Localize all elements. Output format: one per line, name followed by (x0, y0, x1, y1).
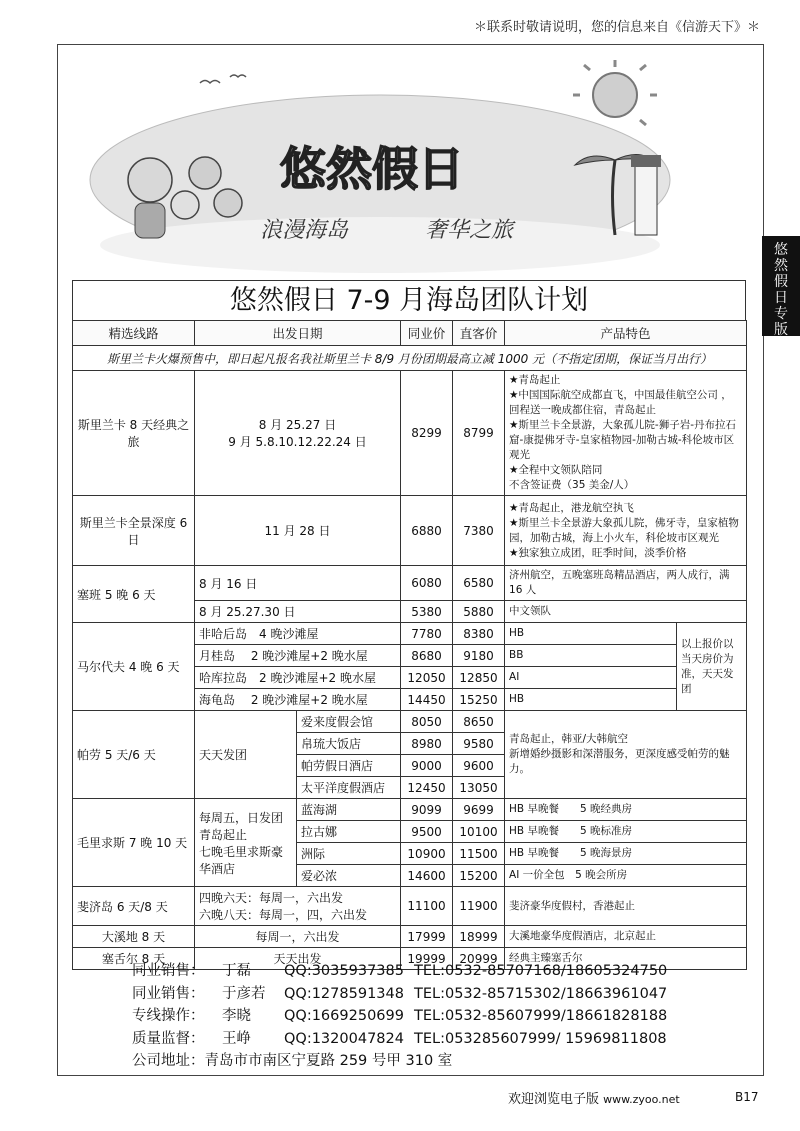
table-row (73, 926, 747, 948)
company-address: 青岛市市南区宁夏路 259 号甲 310 室 (204, 1053, 453, 1069)
date-line: 七晚毛里求斯豪华酒店 (199, 844, 284, 876)
header-trade-price: 同业价 (401, 321, 453, 346)
contact-qq: QQ:1278591348 (284, 985, 404, 1002)
retail-price: 8650 (453, 711, 505, 733)
trade-price: 8050 (401, 711, 453, 733)
feature-line: ★全程中文领队陪同 (509, 464, 603, 476)
meal-plan: HB (505, 689, 677, 711)
table-row (73, 711, 747, 733)
trade-price: 7780 (401, 623, 453, 645)
retail-price: 20999 (453, 948, 505, 970)
retail-price: 5880 (453, 601, 505, 623)
hotel-option: 非哈后岛 4 晚沙滩屋 (195, 623, 401, 645)
promo-banner: 斯里兰卡火爆预售中，即日起凡报名我社斯里兰卡 8/9 月份团期最高立减 1000 元（不指定团期，保证当月出行） (73, 346, 747, 371)
date-line: 六晚八天：每周一，四，六出发 (199, 908, 368, 922)
retail-price: 11500 (453, 843, 505, 865)
trade-price: 6080 (401, 566, 453, 601)
departure-dates (195, 887, 401, 926)
departure-dates: 11 月 28 日 (195, 496, 401, 566)
retail-price: 9699 (453, 799, 505, 821)
route-name: 帕劳 5 天/6 天 (73, 711, 195, 799)
contact-row (132, 1028, 732, 1051)
hotel-option: 爱必浓 (297, 865, 401, 887)
side-tab-char: 假 (774, 274, 788, 290)
feature-line: ★斯里兰卡全景游大象孤儿院，佛牙寺，皇家植物园，加勒古城，海上小火车，科伦坡市区观光 (509, 516, 739, 544)
side-tab-char: 版 (774, 322, 788, 338)
feature-line: ★青岛起止，港龙航空执飞 (509, 501, 634, 514)
side-tab-char: 悠 (774, 242, 788, 258)
contact-row (132, 983, 732, 1006)
contact-list (132, 960, 732, 1073)
trade-price: 8980 (401, 733, 453, 755)
meal-plan: AI (505, 667, 677, 689)
banner-slogan-left: 浪漫海岛 (260, 218, 349, 243)
contact-tel: TEL:0532-85715302/18663961047 (414, 985, 668, 1002)
route-name: 毛里求斯 7 晚 10 天 (73, 799, 195, 887)
trade-price: 12050 (401, 667, 453, 689)
route-name: 塞舌尔 8 天 (73, 948, 195, 970)
side-tab (762, 236, 800, 336)
retail-price: 15250 (453, 689, 505, 711)
hotel-option: 拉古娜 (297, 821, 401, 843)
trade-price: 9099 (401, 799, 453, 821)
table-header-row (73, 321, 747, 346)
feature-line: 不含签证费（35 美金/人） (509, 479, 635, 491)
feature-line: 中文领队 (505, 601, 747, 623)
maldives-note: 以上报价以当天房价为准，天天发团 (677, 623, 747, 711)
contact-tel: TEL:0532-85607999/18661828188 (414, 1008, 668, 1024)
side-tab-char: 然 (774, 258, 788, 274)
contact-qq: QQ:1669250699 (284, 1008, 404, 1024)
feature-line: HB 早晚餐 5 晚经典房 (505, 799, 747, 821)
contact-row (132, 1005, 732, 1028)
date-line: 9 月 5.8.10.12.22.24 日 (228, 435, 367, 449)
table-row (73, 566, 747, 601)
contact-qq: QQ:1320047824 (284, 1030, 404, 1047)
trade-price: 8680 (401, 645, 453, 667)
retail-price: 11900 (453, 887, 505, 926)
departure-date: 每周一，六出发 (195, 926, 401, 948)
table-row (73, 371, 747, 496)
trade-price: 10900 (401, 843, 453, 865)
feature-line: 济州航空，五晚塞班岛精品酒店，两人成行，满 16 人 (505, 566, 747, 601)
feature-line: HB 早晚餐 5 晚海景房 (505, 843, 747, 865)
feature-line: 大溪地豪华度假酒店，北京起止 (505, 926, 747, 948)
hotel-option: 爱来度假会馆 (297, 711, 401, 733)
route-name: 大溪地 8 天 (73, 926, 195, 948)
trade-price: 8299 (401, 371, 453, 496)
departure-date: 天天发团 (195, 711, 297, 799)
table-row (73, 887, 747, 926)
feature-line: 经典主臻塞舌尔 (505, 948, 747, 970)
feature-line: 斐济豪华度假村，香港起止 (505, 887, 747, 926)
departure-dates (195, 371, 401, 496)
header-date: 出发日期 (195, 321, 401, 346)
feature-line: ★中国国际航空成都直飞，中国最佳航空公司 ，回程送一晚成都住宿，青岛起止 (509, 389, 732, 416)
contact-name: 于彦若 (222, 985, 266, 1002)
contact-name: 李晓 (222, 1008, 251, 1024)
departure-date: 天天出发 (195, 948, 401, 970)
departure-date: 8 月 25.27.30 日 (195, 601, 401, 623)
footer-website-link[interactable]: www.zyoo.net (603, 1093, 680, 1106)
retail-price: 9180 (453, 645, 505, 667)
trade-price: 12450 (401, 777, 453, 799)
route-name: 斐济岛 6 天/8 天 (73, 887, 195, 926)
address-label: 公司地址： (132, 1053, 205, 1069)
contact-tel: TEL:053285607999/ 15969811808 (414, 1030, 667, 1047)
retail-price: 15200 (453, 865, 505, 887)
date-line: 每周五，日发团 (199, 810, 284, 825)
trade-price: 5380 (401, 601, 453, 623)
feature-line: AI 一价全包 5 晚会所房 (505, 865, 747, 887)
trade-price: 9000 (401, 755, 453, 777)
header-retail-price: 直客价 (453, 321, 505, 346)
features (505, 371, 747, 496)
hotel-option: 哈库拉岛 2 晚沙滩屋+2 晚水屋 (195, 667, 401, 689)
contact-qq: QQ:3035937385 (284, 963, 404, 979)
retail-price: 9600 (453, 755, 505, 777)
contact-name: 丁磊 (222, 963, 251, 979)
banner-slogan-right: 奢华之旅 (425, 218, 514, 243)
departure-date: 8 月 16 日 (195, 566, 401, 601)
feature-line: ★独家独立成团，旺季时间，淡季价格 (509, 546, 687, 559)
route-name: 马尔代夫 4 晚 6 天 (73, 623, 195, 711)
sun-icon (573, 60, 657, 125)
retail-price: 18999 (453, 926, 505, 948)
retail-price: 10100 (453, 821, 505, 843)
feature-line: ★斯里兰卡全景游，大象孤儿院-狮子岩-丹布拉石窟-康提佛牙寺-皇家植物园-加勒古城-科伦坡市区观光 (509, 419, 737, 461)
hotel-option: 帛琉大饭店 (297, 733, 401, 755)
contact-role: 专线操作： (132, 1008, 205, 1024)
hotel-option: 太平洋度假酒店 (297, 777, 401, 799)
header-route: 精选线路 (73, 321, 195, 346)
date-line: 8 月 25.27 日 (258, 418, 337, 432)
hotel-option: 月桂岛 2 晚沙滩屋+2 晚水屋 (195, 645, 401, 667)
feature-line: HB 早晚餐 5 晚标准房 (505, 821, 747, 843)
trade-price: 17999 (401, 926, 453, 948)
contact-name: 王峥 (222, 1030, 251, 1047)
seagull-icon (200, 75, 246, 83)
hotel-option: 海龟岛 2 晚沙滩屋+2 晚水屋 (195, 689, 401, 711)
contact-role: 同业销售： (132, 985, 205, 1002)
contact-row (132, 960, 732, 983)
page-number: B17 (735, 1090, 759, 1104)
table-row (73, 799, 747, 821)
retail-price: 8799 (453, 371, 505, 496)
footer (508, 1088, 680, 1107)
retail-price: 7380 (453, 496, 505, 566)
hotel-option: 洲际 (297, 843, 401, 865)
retail-price: 6580 (453, 566, 505, 601)
hotel-option: 帕劳假日酒店 (297, 755, 401, 777)
page-title: 悠然假日 7-9 月海岛团队计划 (72, 280, 746, 320)
contact-tel: TEL:0532-85707168/18605324750 (414, 963, 668, 979)
banner-logo: 悠然假日 (280, 142, 464, 196)
beach-shape (100, 217, 660, 273)
table-row (73, 496, 747, 566)
source-note: ＊联系时敬请说明，您的信息来自《信游天下》＊ (473, 20, 760, 35)
features (505, 496, 747, 566)
features (505, 711, 747, 799)
trade-price: 14600 (401, 865, 453, 887)
departure-info (195, 799, 297, 887)
trade-price: 11100 (401, 887, 453, 926)
retail-price: 9580 (453, 733, 505, 755)
retail-price: 13050 (453, 777, 505, 799)
tour-table (72, 320, 747, 970)
side-tab-char: 日 (774, 290, 788, 306)
lighthouse-icon (631, 155, 661, 235)
meal-plan: BB (505, 645, 677, 667)
hotel-option: 蓝海湖 (297, 799, 401, 821)
trade-price: 14450 (401, 689, 453, 711)
feature-line: ★青岛起止 (509, 374, 561, 386)
retail-price: 8380 (453, 623, 505, 645)
route-name: 斯里兰卡全景深度 6 日 (73, 496, 195, 566)
banner (80, 55, 680, 275)
trade-price: 6880 (401, 496, 453, 566)
feature-line: 新增婚纱摄影和深潜服务，更深度感受帕劳的魅力。 (509, 748, 730, 775)
contact-role: 质量监督： (132, 1030, 205, 1047)
address-row (132, 1050, 732, 1073)
footer-text: 欢迎浏览电子版 (508, 1092, 600, 1107)
route-name: 塞班 5 晚 6 天 (73, 566, 195, 623)
route-name: 斯里兰卡 8 天经典之旅 (73, 371, 195, 496)
date-line: 青岛起止 (199, 827, 248, 842)
trade-price: 19999 (401, 948, 453, 970)
header-features: 产品特色 (505, 321, 747, 346)
trade-price: 9500 (401, 821, 453, 843)
retail-price: 12850 (453, 667, 505, 689)
table-row (73, 623, 747, 645)
feature-line: 青岛起止，韩亚/大韩航空 (509, 733, 629, 745)
date-line: 四晚六天：每周一，六出发 (199, 891, 344, 905)
side-tab-char: 专 (774, 306, 788, 322)
meal-plan: HB (505, 623, 677, 645)
contact-role: 同业销售： (132, 963, 205, 979)
